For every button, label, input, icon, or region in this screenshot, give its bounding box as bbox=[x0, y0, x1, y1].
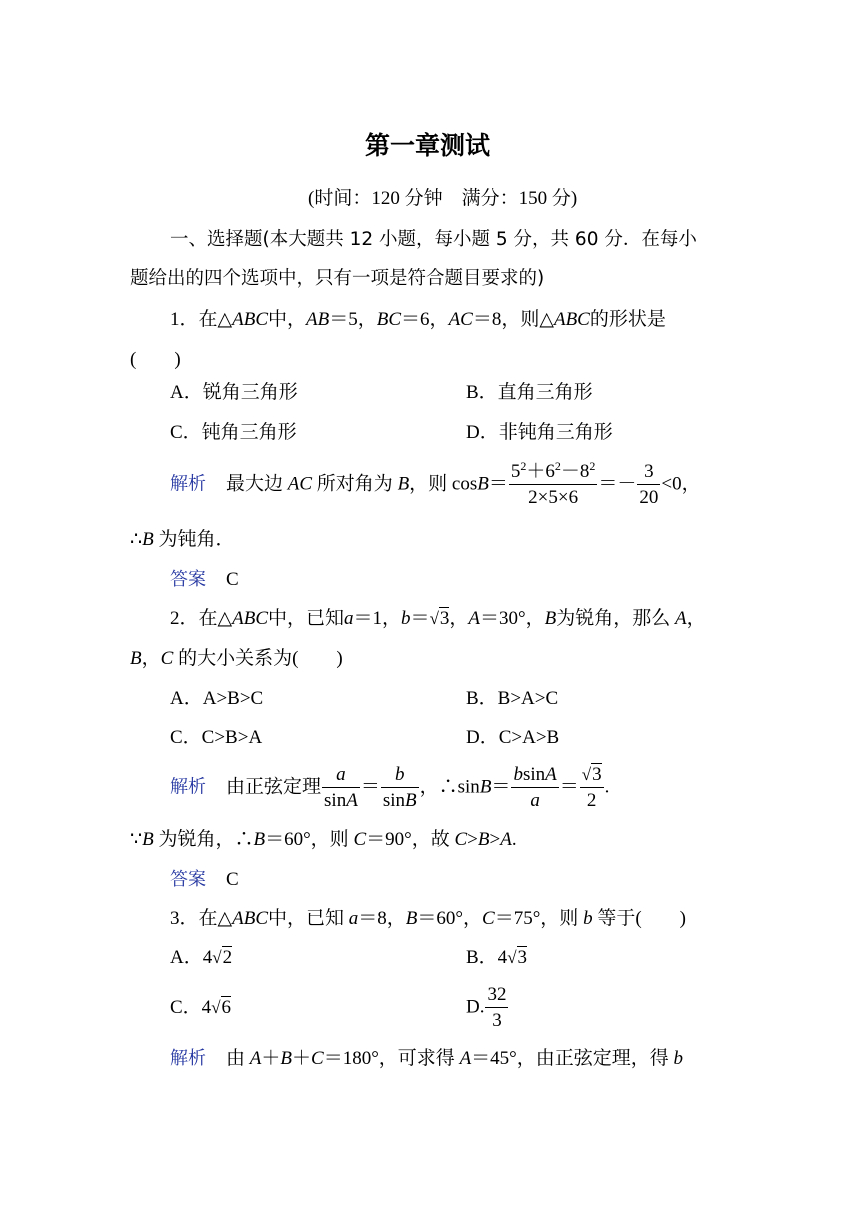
question-2-option-d: D．C>A>B bbox=[466, 727, 560, 748]
question-1-explanation: 解析 最大边 AC 所对角为 B，则 cosB＝ $\frac{5^2+6^2-8^2}{2\times 5\times 6}$ ＝－ $\frac{3}{20}$ <0， bbox=[170, 459, 701, 508]
cosine-fraction: $\frac{5^2+6^2-8^2}{2\times 5\times 6}$ bbox=[510, 459, 596, 508]
question-3-option-d: D. $\frac{32}{3}$ bbox=[466, 984, 507, 1031]
answer-label: 答案 bbox=[170, 569, 206, 590]
question-1-stem: 1．在△ABC中，AB＝5，BC＝6，AC＝8，则△ABC的形状是 bbox=[170, 309, 666, 330]
question-1-explanation-line2: ∴B 为钝角． bbox=[130, 529, 235, 550]
explanation-label: 解析 bbox=[170, 473, 206, 495]
question-2-option-a: A．A>B>C bbox=[170, 688, 264, 709]
question-2-explanation-line2: ∵B 为锐角，∴B＝60°，则 C＝90°，故 C>B>A. bbox=[130, 829, 517, 850]
question-2-stem-line2: B，C 的大小关系为( ) bbox=[130, 648, 343, 669]
question-2-option-b: B．B>A>C bbox=[466, 688, 559, 709]
explanation-label: 解析 bbox=[170, 776, 206, 798]
question-1-option-d: D．非钝角三角形 bbox=[466, 422, 613, 443]
question-1-option-b: B．直角三角形 bbox=[466, 382, 593, 403]
answer-label: 答案 bbox=[170, 869, 206, 890]
question-1-answer: 答案 C bbox=[170, 569, 239, 590]
question-1-option-c: C．钝角三角形 bbox=[170, 422, 297, 443]
question-2-answer: 答案 C bbox=[170, 869, 239, 890]
result-fraction: $\frac{3}{20}$ bbox=[639, 461, 659, 508]
question-1-paren: ( ) bbox=[130, 349, 181, 370]
explanation-label: 解析 bbox=[170, 1048, 206, 1069]
question-2-option-c: C．C>B>A bbox=[170, 727, 263, 748]
question-2-stem: 2．在△ABC中，已知a＝1，b＝√3，A＝30°，B为锐角，那么 A， bbox=[170, 608, 706, 629]
question-1-option-a: A．锐角三角形 bbox=[170, 382, 298, 403]
page-title: 第一章测试 bbox=[365, 131, 491, 160]
section-heading-line1: 一、选择题(本大题共 12 小题，每小题 5 分，共 60 分．在每小 bbox=[170, 229, 697, 250]
sqrt-3: √3 bbox=[429, 608, 450, 629]
question-3-option-c: C．4√6 bbox=[170, 997, 232, 1018]
page-subtitle: (时间：120 分钟 满分：150 分) bbox=[308, 188, 578, 209]
question-2-explanation: 解析 由正弦定理 $\frac{a}{\sin A}$ ＝ $\frac{b}{\sin B}$ ，∴sinB＝ $\frac{bsinA}{a}$ ＝ $\frac{√3}{2}$ . bbox=[170, 764, 610, 811]
question-3-option-a: A．4√2 bbox=[170, 947, 233, 968]
section-heading-line2: 题给出的四个选项中，只有一项是符合题目要求的) bbox=[130, 268, 545, 289]
question-3-stem: 3．在△ABC中，已知 a＝8，B＝60°，C＝75°，则 b 等于( ) bbox=[170, 908, 686, 929]
question-3-explanation: 解析 由 A＋B＋C＝180°，可求得 A＝45°，由正弦定理，得 b bbox=[170, 1048, 684, 1069]
question-3-option-b: B．4√3 bbox=[466, 947, 528, 968]
